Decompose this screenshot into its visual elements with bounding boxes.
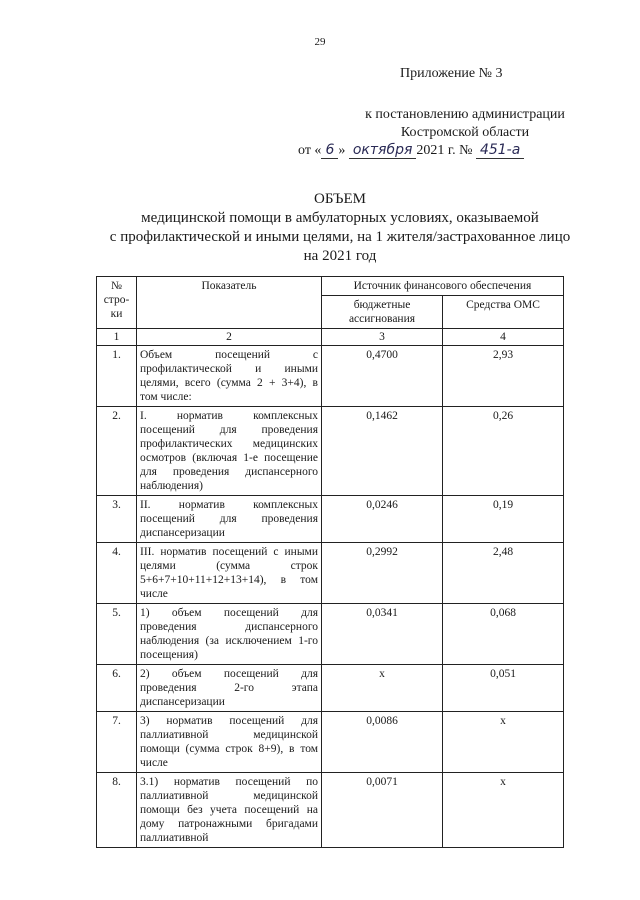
table-row (97, 665, 564, 712)
indicator-cell: III. норматив посещений с иными целями (сумма строк 5+6+7+10+11+12+13+14), в том числе (137, 543, 322, 604)
row-number-cell: 5. (97, 604, 137, 665)
header-oms: Средства ОМС (443, 296, 564, 329)
row-number-cell: 6. (97, 665, 137, 712)
budget-value-cell: 0,2992 (322, 543, 443, 604)
row-number-cell: 2. (97, 407, 137, 496)
indicator-cell: 1) объем посещений для проведения диспансерного наблюдения (за исключением 1-го посещения) (137, 604, 322, 665)
column-number-row (97, 329, 564, 346)
indicator-cell: 3) норматив посещений для паллиативной медицинской помощи (сумма строк 8+9), в том числе (137, 712, 322, 773)
budget-value-cell: х (322, 665, 443, 712)
date-day: 6 (321, 142, 338, 159)
table-row (97, 346, 564, 407)
title-line: медицинской помощи в амбулаторных условиях, оказываемой (141, 210, 539, 226)
title-line: на 2021 год (303, 248, 377, 264)
budget-value-cell: 0,1462 (322, 407, 443, 496)
indicator-cell: 2) объем посещений для проведения 2-го этапа диспансеризации (137, 665, 322, 712)
document-title (60, 190, 620, 266)
resolution-reference (340, 106, 590, 142)
date-mid: » (338, 143, 346, 158)
document-number: 451-а (476, 142, 524, 159)
table-row (97, 712, 564, 773)
oms-value-cell: 0,26 (443, 407, 564, 496)
budget-value-cell: 0,0071 (322, 773, 443, 848)
oms-value-cell: 0,051 (443, 665, 564, 712)
row-number-cell: 7. (97, 712, 137, 773)
budget-value-cell: 0,4700 (322, 346, 443, 407)
column-number: 1 (97, 329, 137, 346)
date-year: 2021 г. № (416, 143, 473, 158)
oms-value-cell: 2,93 (443, 346, 564, 407)
page-number: 29 (314, 36, 326, 48)
budget-value-cell: 0,0086 (322, 712, 443, 773)
header-indicator: Показатель (137, 277, 322, 329)
budget-value-cell: 0,0246 (322, 496, 443, 543)
row-number-cell: 4. (97, 543, 137, 604)
volume-table (96, 276, 564, 848)
resolution-line: к постановлению администрации (365, 107, 565, 122)
header-budget: бюджетные ассигнования (322, 296, 443, 329)
oms-value-cell: х (443, 712, 564, 773)
indicator-cell: I. норматив комплексных посещений для проведения профилактических медицинских осмотров (включая 1-е посещение для проведения диспансерного наблюдения) (137, 407, 322, 496)
budget-value-cell: 0,0341 (322, 604, 443, 665)
table-row (97, 604, 564, 665)
table-body (97, 329, 564, 848)
oms-value-cell: 2,48 (443, 543, 564, 604)
date-month: октября (349, 142, 417, 159)
date-line (298, 142, 524, 159)
column-number: 4 (443, 329, 564, 346)
column-number: 3 (322, 329, 443, 346)
oms-value-cell: 0,068 (443, 604, 564, 665)
oms-value-cell: 0,19 (443, 496, 564, 543)
title-line: с профилактической и иными целями, на 1 жителя/застрахованное лицо (109, 229, 571, 245)
table-row (97, 773, 564, 848)
column-number: 2 (137, 329, 322, 346)
appendix-label: Приложение № 3 (400, 66, 503, 81)
date-prefix: от « (298, 143, 322, 158)
table-row (97, 496, 564, 543)
title-line: ОБЪЕМ (314, 191, 366, 207)
table-row (97, 543, 564, 604)
oms-value-cell: х (443, 773, 564, 848)
row-number-cell: 8. (97, 773, 137, 848)
header-funding-source: Источник финансового обеспечения (322, 277, 564, 296)
header-row-number: № стро-ки (97, 277, 137, 329)
resolution-line: Костромской области (400, 125, 530, 140)
indicator-cell: Объем посещений с профилактической и иными целями, всего (сумма 2 + 3+4), в том числе: (137, 346, 322, 407)
table-row (97, 407, 564, 496)
row-number-cell: 3. (97, 496, 137, 543)
indicator-cell: II. норматив комплексных посещений для проведения диспансеризации (137, 496, 322, 543)
indicator-cell: 3.1) норматив посещений по паллиативной медицинской помощи без учета посещений на дому патронажными бригадами паллиативной (137, 773, 322, 848)
row-number-cell: 1. (97, 346, 137, 407)
